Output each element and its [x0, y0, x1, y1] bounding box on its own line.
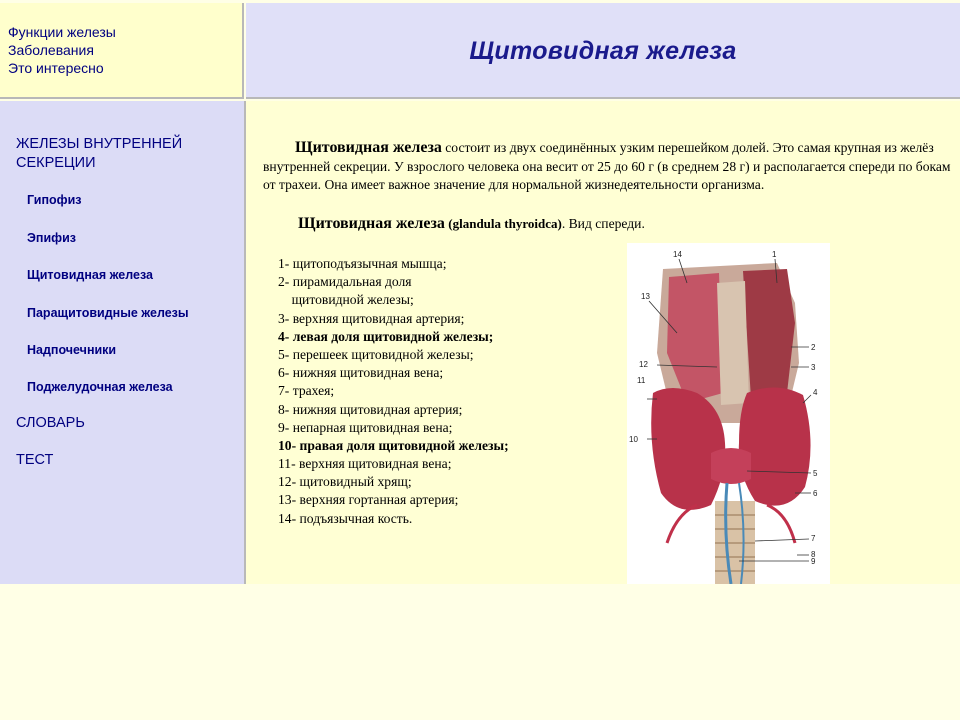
figure-label-3: 3 — [811, 363, 816, 372]
legend-item: 12- щитовидный хрящ; — [278, 474, 412, 490]
nav-link-diseases[interactable]: Заболевания — [8, 42, 94, 58]
sidebar-item-pancreas[interactable]: Поджелудочная железа — [27, 380, 173, 394]
sidebar-item-dictionary[interactable]: СЛОВАРЬ — [16, 415, 85, 431]
legend-item: 11- верхняя щитовидная вена; — [278, 456, 452, 472]
isthmus-shape — [711, 448, 751, 484]
top-navigation — [0, 3, 244, 99]
nav-link-interesting[interactable]: Это интересно — [8, 60, 104, 76]
legend-item: 2- пирамидальная доля — [278, 274, 412, 290]
thyroid-illustration — [627, 243, 830, 584]
cartilage-shape — [717, 281, 749, 405]
legend-item: 1- щитоподъязычная мышца; — [278, 256, 447, 271]
sidebar-item-adrenal[interactable]: Надпочечники — [27, 343, 117, 357]
figure-label-2: 2 — [811, 343, 816, 352]
figure-label-4: 4 — [813, 388, 818, 397]
legend-item: 5- перешеек щитовидной железы; — [278, 346, 474, 362]
figure-label-8: 8 — [811, 550, 816, 559]
legend-item: 7- трахея; — [278, 383, 335, 399]
caption-latin: (glandula thyroidca) — [448, 216, 562, 231]
figure-label-11: 11 — [637, 376, 646, 385]
intro-paragraph — [263, 139, 959, 195]
figure-label-1: 1 — [772, 250, 777, 259]
sidebar — [0, 101, 246, 584]
figure-label-9: 9 — [811, 557, 816, 566]
sidebar-item-pineal[interactable]: Эпифиз — [27, 231, 76, 245]
sidebar-item-glands[interactable]: ЖЕЛЕЗЫ ВНУТРЕННЕЙ СЕКРЕЦИИ — [16, 136, 183, 171]
figure-label-6: 6 — [813, 489, 818, 498]
legend-item: 4- левая доля щитовидной железы; — [278, 328, 494, 344]
figure-label-10: 10 — [629, 435, 638, 444]
caption-rest: . Вид спереди. — [561, 216, 645, 231]
page-title: Щитовидная железа — [469, 37, 737, 65]
nav-link-functions[interactable]: Функции железы — [8, 24, 116, 40]
legend-item: 8- нижняя щитовидная артерия; — [278, 401, 463, 417]
legend-item: 10- правая доля щитовидной железы; — [278, 437, 509, 453]
figure-label-5: 5 — [813, 469, 818, 478]
figure-label-12: 12 — [639, 360, 648, 369]
page-header — [246, 3, 960, 99]
legend-item: 3- верхняя щитовидная артерия; — [278, 310, 465, 326]
sidebar-item-parathyroid[interactable]: Паращитовидные железы — [27, 306, 189, 320]
sidebar-item-thyroid[interactable]: Щитовидная железа — [27, 268, 153, 282]
intro-term: Щитовидная железа — [295, 139, 442, 156]
legend-item: 14- подъязычная кость. — [278, 510, 413, 526]
legend-item: щитовидной железы; — [278, 292, 414, 308]
legend-item: 6- нижняя щитовидная вена; — [278, 365, 444, 381]
left-lobe-shape — [739, 387, 811, 505]
sidebar-item-pituitary[interactable]: Гипофиз — [27, 193, 82, 207]
legend-item: 13- верхняя гортанная артерия; — [278, 492, 459, 508]
sidebar-item-test[interactable]: ТЕСТ — [16, 452, 54, 468]
caption-term: Щитовидная железа — [298, 215, 445, 232]
right-muscle-shape — [743, 269, 795, 399]
figure-label-7: 7 — [811, 534, 816, 543]
figure-label-13: 13 — [641, 292, 650, 301]
figure-legend — [278, 255, 509, 528]
figure-caption — [298, 215, 645, 233]
legend-item: 9- непарная щитовидная вена; — [278, 419, 453, 435]
figure-label-14: 14 — [673, 250, 682, 259]
intro-text: состоит из двух соединённых узким перешейком долей. Это самая крупная из желёз внутренней секреции. У взрослого человека она весит от 25 до 60 г (в среднем 28 г) и располагается спереди по бокам от трахеи. Она имеет важное значение для нормальной жизнедеятельности организма. — [263, 140, 951, 192]
main-content — [246, 101, 960, 584]
